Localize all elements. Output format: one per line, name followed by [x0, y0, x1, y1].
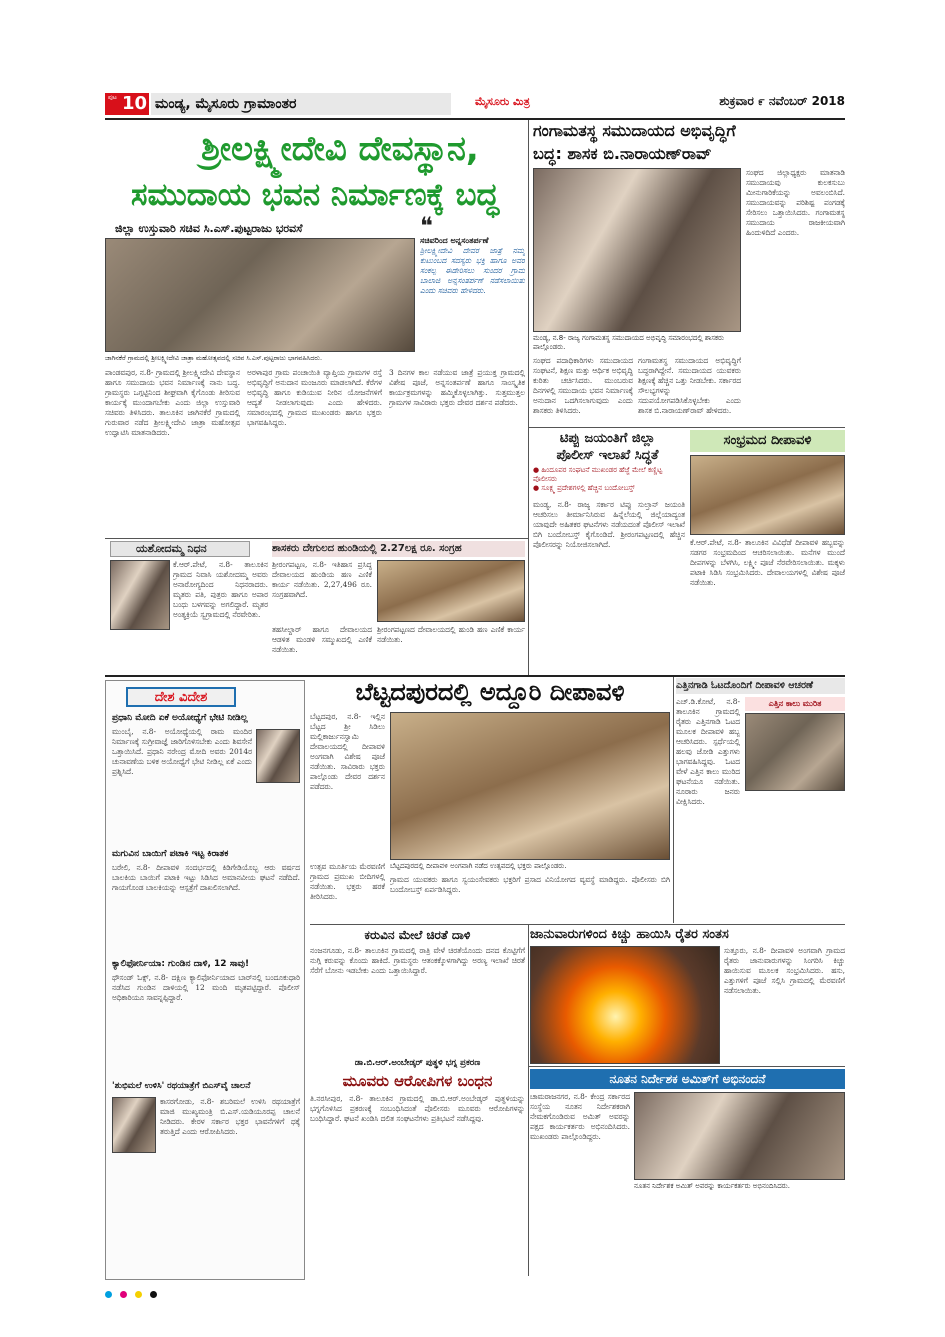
- story11-photo: [530, 946, 720, 1064]
- magenta-dot-icon: [120, 1291, 127, 1298]
- story2-body-col1: ಸಂಘದ ಪದಾಧಿಕಾರಿಗಳು ಸಮುದಾಯದ ಸಂಘಟನೆ, ಶಿಕ್ಷಣ ಮತ್ತು ಆರ್ಥಿಕ ಅಭಿವೃದ್ಧಿ ಕುರಿತು ಚರ್ಚಿಸಿದರು. ಮುಂಬರುವ ದಿನಗಳಲ್ಲಿ ಸಮುದಾಯ ಭವನ ನಿರ್ಮಾಣಕ್ಕೆ ಅನುದಾನ ಒದಗಿಸಲಾಗುವುದು ಎಂದು ಶಾಸಕರು ತಿಳಿಸಿದರು.: [533, 356, 633, 415]
- section-title: ಮಂಡ್ಯ, ಮೈಸೂರು ಗ್ರಾಮಾಂತರ: [151, 93, 451, 115]
- quote-mark-icon: ❝: [420, 212, 433, 240]
- story2-photo: [533, 168, 741, 332]
- desha-item4-headline: 'ಶುಭಿಮಲೆ ಉಳಿಸಿ' ರಥಯಾತ್ರೆಗೆ ಬಿಎಸ್‌ವೈ ಚಾಲನೆ: [112, 1081, 251, 1091]
- black-dot-icon: [150, 1291, 157, 1298]
- story1-subhead: ಜಿಲ್ಲಾ ಉಸ್ತುವಾರಿ ಸಚಿವ ಸಿ.ಎಸ್.ಪುಟ್ಟರಾಜು ಭರವಸೆ: [115, 222, 303, 235]
- story4-photo: [690, 455, 845, 535]
- story9-body: ನಂಜನಗೂಡು, ನ.8- ತಾಲೂಕಿನ ಗ್ರಾಮದಲ್ಲಿ ರಾತ್ರಿ ವೇಳೆ ಚಿರತೆಯೊಂದು ದನದ ಕೊಟ್ಟಿಗೆಗೆ ನುಗ್ಗಿ ಕರುವನ್ನು ಕೊಂದು ಹಾಕಿದೆ. ಗ್ರಾಮಸ್ಥರು ಆತಂಕಕ್ಕೊಳಗಾಗಿದ್ದು ಅರಣ್ಯ ಇಲಾಖೆ ಚಿರತೆ ಸೆರೆಗೆ ಬೋನು ಇಡಬೇಕು ಎಂದು ಒತ್ತಾಯಿಸಿದ್ದಾರೆ.: [310, 946, 525, 975]
- column-divider-lower: [673, 677, 674, 923]
- story8-body: ಎಚ್.ಡಿ.ಕೋಟೆ, ನ.8- ತಾಲೂಕಿನ ಗ್ರಾಮದಲ್ಲಿ ರೈತರು ಎತ್ತಿನಗಾಡಿ ಓಟದ ಮೂಲಕ ದೀಪಾವಳಿ ಹಬ್ಬ ಆಚರಿಸಿದರು. ಸ್ಪರ್ಧೆಯಲ್ಲಿ ಹಲವು ಜೋಡಿ ಎತ್ತುಗಳು ಭಾಗವಹಿಸಿದ್ದವು. ಓಟದ ವೇಳೆ ಎತ್ತಿನ ಕಾಲು ಮುರಿದ ಘಟನೆಯೂ ನಡೆಯಿತು. ನೂರಾರು ಜನರು ವೀಕ್ಷಿಸಿದರು.: [676, 697, 740, 806]
- column-divider-main: [528, 120, 529, 675]
- story2-body-right: ಸಂಘದ ಜಿಲ್ಲಾಧ್ಯಕ್ಷರು ಮಾತನಾಡಿ ಸಮುದಾಯವು ಕುಲಕಸುಬು ಮೀನುಗಾರಿಕೆಯನ್ನು ಅವಲಂಬಿಸಿದೆ. ಸಮುದಾಯವನ್ನು ಪರಿಶಿಷ್ಟ ಪಂಗಡಕ್ಕೆ ಸೇರಿಸಲು ಒತ್ತಾಯಿಸಿದರು. ಗಂಗಾಮತಸ್ಥ ಸಮುದಾಯ ರಾಜಕೀಯವಾಗಿ ಹಿಂದುಳಿದಿದೆ ಎಂದರು.: [746, 168, 845, 237]
- story1-quote-text: ಶ್ರೀಲಕ್ಷ್ಮೀದೇವಿ ದೇವರ ಜಾತ್ರೆ ನಮ್ಮ ಕುಟುಂಬದ ಸದಸ್ಯರು ಭಕ್ತಿ ಹಾಗೂ ಅವರ ಸಂಕಲ್ಪ ಈಡೇರಿಸಲು ಸುಂದರ ಗ್ರಾಮ ಬಾಲಾಜಿ ಅನ್ನಸಂತರ್ಪಣೆ ನಡೆಸಲಾಯಿತು ಎಂದು ಸಚಿವರು ಹೇಳಿದರು.: [420, 246, 525, 295]
- section-rule-2: [528, 427, 845, 428]
- story3-headline-line2: ಪೊಲೀಸ್ ಇಲಾಖೆ ಸಿದ್ಧತೆ: [556, 448, 659, 463]
- page-header: [105, 93, 845, 117]
- yellow-dot-icon: [135, 1291, 142, 1298]
- story1-quote-title: ಸಚಿವರಿಂದ ಅನ್ನಸಂತರ್ಪಣೆ: [420, 236, 489, 245]
- story6-body1: ಶ್ರೀರಂಗಪಟ್ಟಣ, ನ.8- ಇತಿಹಾಸ ಪ್ರಸಿದ್ಧ ದೇವಾಲಯದ ಹುಂಡಿಯ ಹಣ ಎಣಿಕೆ ಕಾರ್ಯ ನಡೆಯಿತು. 2,27,496 ರೂ. ಸಂಗ್ರಹವಾಗಿದೆ.: [272, 560, 372, 599]
- page-label: ಪುಟ: [108, 94, 117, 101]
- story8-headline: ಎತ್ತಿನಗಾಡಿ ಓಟದೊಂದಿಗೆ ದೀಪಾವಳಿ ಆಚರಣೆ: [676, 678, 845, 694]
- story4-headline: ಸಂಭ್ರಮದ ದೀಪಾವಳಿ: [690, 430, 845, 452]
- page-number-badge: [105, 93, 149, 115]
- story2-photo-caption: ಮಂಡ್ಯ, ನ.8- ರಾಜ್ಯ ಗಂಗಾಮತಸ್ಥ ಸಮುದಾಯದ ಅಭಿವೃದ್ಧಿ ಸಮಾರಂಭದಲ್ಲಿ ಶಾಸಕರು ಪಾಲ್ಗೊಂಡರು.: [533, 334, 724, 351]
- story12-photo: [634, 1092, 845, 1180]
- column-divider-bottom: [528, 924, 529, 1276]
- story1-photo-caption: ಜಾಗಿನಕೆರೆ ಗ್ರಾಮದಲ್ಲಿ ಶ್ರೀಲಕ್ಷ್ಮೀದೇವಿ ಜಾತ್ರಾ ಮಹೋತ್ಸವದಲ್ಲಿ ಸಚಿವ ಸಿ.ಎಸ್.ಪುಟ್ಟರಾಜು ಭಾಗವಹಿಸಿದರು.: [105, 354, 323, 362]
- story2-headline-line2: ಬದ್ಧ: ಶಾಸಕ ಬಿ.ನಾರಾಯಣ್‌ರಾವ್: [533, 144, 712, 163]
- desha-item1-headline: ಪ್ರಧಾನಿ ಮೋದಿ ಏಕೆ ಅಯೋಧ್ಯೆಗೆ ಭೇಟಿ ನೀಡಿಲ್ಲ: [112, 713, 248, 723]
- story1-body-col2: ಅರಳಾಪುರ ಗ್ರಾಮ ಪಂಚಾಯಿತಿ ವ್ಯಾಪ್ತಿಯ ಗ್ರಾಮಗಳ ರಸ್ತೆ ಅಭಿವೃದ್ಧಿಗೆ ಅನುದಾನ ಮಂಜೂರು ಮಾಡಲಾಗಿದೆ. ಕೆರೆಗಳ ಅಭಿವೃದ್ಧಿ ಹಾಗೂ ಕುಡಿಯುವ ನೀರಿನ ಯೋಜನೆಗಳಿಗೆ ಆದ್ಯತೆ ನೀಡಲಾಗುವುದು ಎಂದು ಹೇಳಿದರು. ಸಮಾರಂಭದಲ್ಲಿ ಗ್ರಾಮದ ಮುಖಂಡರು ಹಾಗೂ ಭಕ್ತರು ಭಾಗವಹಿಸಿದ್ದರು.: [247, 368, 382, 427]
- section-rule-4: [310, 924, 845, 925]
- desha-videsha-tag: ದೇಶ ವಿದೇಶ: [126, 687, 236, 707]
- desha-item1-portrait: [256, 729, 300, 783]
- story8-tag: ಎತ್ತಿನ ಕಾಲು ಮುರಿತ: [745, 697, 845, 711]
- bullet-icon: ●: [533, 466, 542, 474]
- story9-headline: ಕರುವಿನ ಮೇಲೆ ಚಿರತೆ ದಾಳಿ: [364, 928, 471, 942]
- story8-photo: [745, 713, 845, 791]
- story1-quote-box: [420, 212, 525, 352]
- story1-body-col1: ಪಾಂಡವಪುರ, ನ.8- ಗ್ರಾಮದಲ್ಲಿ ಶ್ರೀಲಕ್ಷ್ಮೀದೇವಿ ದೇವಸ್ಥಾನ ಹಾಗೂ ಸಮುದಾಯ ಭವನ ನಿರ್ಮಾಣಕ್ಕೆ ನಾನು ಬದ್ಧ. ಗ್ರಾಮಸ್ಥರು ಒಗ್ಗಟ್ಟಿನಿಂದ ಶೀಘ್ರವಾಗಿ ಕೈಗೊಂಡು ತೀರಿಸುವ ಕಾರ್ಯಕ್ಕೆ ಮುಂದಾಗಬೇಕು ಎಂದು ಜಿಲ್ಲಾ ಉಸ್ತುವಾರಿ ಸಚಿವರು ತಿಳಿಸಿದರು. ತಾಲೂಕಿನ ಜಾಗಿನಕೆರೆ ಗ್ರಾಮದಲ್ಲಿ ಗುರುವಾರ ನಡೆದ ಶ್ರೀಲಕ್ಷ್ಮೀದೇವಿ ಜಾತ್ರಾ ಮಹೋತ್ಸವ ಉದ್ಘಾಟಿಸಿ ಮಾತನಾಡಿದರು.: [105, 368, 240, 437]
- story7-caption: ಬೆಟ್ಟದಪುರದಲ್ಲಿ ದೀಪಾವಳಿ ಅಂಗವಾಗಿ ನಡೆದ ಉತ್ಸವದಲ್ಲಿ ಭಕ್ತರು ಪಾಲ್ಗೊಂಡರು.: [390, 862, 567, 870]
- masthead: ಮೈಸೂರು ಮಿತ್ರ: [475, 95, 530, 108]
- story3-bullet-1: [533, 466, 685, 484]
- story5-headline: ಯಶೋದಮ್ಮ ನಿಧನ: [110, 541, 250, 557]
- story3-bullet-2-text: ಸೂಕ್ಷ್ಮ ಪ್ರದೇಶಗಳಲ್ಲಿ ಹೆಚ್ಚಿನ ಬಂದೋಬಸ್ತ್: [541, 484, 635, 492]
- story12-body: ಚಾಮರಾಜನಗರ, ನ.8- ಕೇಂದ್ರ ಸರ್ಕಾರದ ಸಂಸ್ಥೆಯ ನೂತನ ನಿರ್ದೇಶಕರಾಗಿ ನೇಮಕಗೊಂಡಿರುವ ಅಮಿತ್ ಅವರನ್ನು ಪಕ್ಷದ ಕಾರ್ಯಕರ್ತರು ಅಭಿನಂದಿಸಿದರು. ಮುಖಂಡರು ಪಾಲ್ಗೊಂಡಿದ್ದರು.: [530, 1092, 630, 1141]
- story7-body3: ಗ್ರಾಮದ ಯುವಕರು ಹಾಗೂ ಸ್ವಯಂಸೇವಕರು ಭಕ್ತರಿಗೆ ಪ್ರಸಾದ ವಿನಿಯೋಗದ ವ್ಯವಸ್ಥೆ ಮಾಡಿದ್ದರು. ಪೊಲೀಸರು ಬಿಗಿ ಬಂದೋಬಸ್ತ್ ಏರ್ಪಡಿಸಿದ್ದರು.: [390, 875, 670, 894]
- desha-item1-body: ಮುಂಬೈ, ನ.8- ಅಯೋಧ್ಯೆಯಲ್ಲಿ ರಾಮ ಮಂದಿರ ನಿರ್ಮಾಣಕ್ಕೆ ಸುಗ್ರೀವಾಜ್ಞೆ ಜಾರಿಗೊಳಿಸಬೇಕು ಎಂದು ಶಿವಸೇನೆ ಒತ್ತಾಯಿಸಿದೆ. ಪ್ರಧಾನಿ ನರೇಂದ್ರ ಮೋದಿ ಅವರು 2014ರ ಚುನಾವಣೆಯ ಬಳಿಕ ಅಯೋಧ್ಯೆಗೆ ಭೇಟಿ ನೀಡಿಲ್ಲ ಏಕೆ ಎಂದು ಪ್ರಶ್ನಿಸಿದೆ.: [112, 727, 252, 776]
- desha-item2-body: ಬರೇಲಿ, ನ.8- ದೀಪಾವಳಿ ಸಂದರ್ಭದಲ್ಲಿ ಕಿಡಿಗೇಡಿಯೊಬ್ಬ ಆರು ವರ್ಷದ ಬಾಲಕಿಯ ಬಾಯಿಗೆ ಪಟಾಕಿ ಇಟ್ಟು ಸಿಡಿಸಿದ ಅಮಾನವೀಯ ಘಟನೆ ನಡೆದಿದೆ. ಗಾಯಗೊಂಡ ಬಾಲಕಿಯನ್ನು ಆಸ್ಪತ್ರೆಗೆ ದಾಖಲಿಸಲಾಗಿದೆ.: [112, 863, 300, 892]
- story5-body: ಕೆ.ಆರ್.ಪೇಟೆ, ನ.8- ತಾಲೂಕಿನ ಗ್ರಾಮದ ನಿವಾಸಿ ಯಶೋದಮ್ಮ ಅವರು ಅನಾರೋಗ್ಯದಿಂದ ನಿಧನರಾದರು. ಮೃತರು ಪತಿ, ಪುತ್ರರು ಹಾಗೂ ಅಪಾರ ಬಂಧು ಬಳಗವನ್ನು ಅಗಲಿದ್ದಾರೆ. ಮೃತರ ಅಂತ್ಯಕ್ರಿಯೆ ಸ್ವಗ್ರಾಮದಲ್ಲಿ ನೆರವೇರಿತು.: [173, 560, 268, 619]
- story3-body: ಮಂಡ್ಯ, ನ.8- ರಾಜ್ಯ ಸರ್ಕಾರ ಟಿಪ್ಪು ಸುಲ್ತಾನ್ ಜಯಂತಿ ಆಚರಿಸಲು ತೀರ್ಮಾನಿಸಿರುವ ಹಿನ್ನೆಲೆಯಲ್ಲಿ ಜಿಲ್ಲೆಯಾದ್ಯಂತ ಯಾವುದೇ ಅಹಿತಕರ ಘಟನೆಗಳು ನಡೆಯದಂತೆ ಪೊಲೀಸ್ ಇಲಾಖೆ ಬಿಗಿ ಬಂದೋಬಸ್ತ್ ಕೈಗೊಂಡಿದೆ. ಶ್ರೀರಂಗಪಟ್ಟಣದಲ್ಲಿ ಹೆಚ್ಚಿನ ಪೊಲೀಸರನ್ನು ನಿಯೋಜಿಸಲಾಗಿದೆ.: [533, 500, 685, 549]
- desha-item2-headline: ಮಗುವಿನ ಬಾಯಿಗೆ ಪಟಾಕಿ ಇಟ್ಟ ಕಿರಾತಕ: [112, 849, 229, 859]
- story7-body1: ಬೆಟ್ಟದಪುರ, ನ.8- ಇಲ್ಲಿನ ಬೆಟ್ಟದ ಶ್ರೀ ಸಿಡಿಲು ಮಲ್ಲಿಕಾರ್ಜುನಸ್ವಾಮಿ ದೇವಾಲಯದಲ್ಲಿ ದೀಪಾವಳಿ ಅಂಗವಾಗಿ ವಿಶೇಷ ಪೂಜೆ ನಡೆಯಿತು. ಸಾವಿರಾರು ಭಕ್ತರು ಪಾಲ್ಗೊಂಡು ದೇವರ ದರ್ಶನ ಪಡೆದರು.: [310, 712, 385, 791]
- story1-headline-line2: ಸಮುದಾಯ ಭವನ ನಿರ್ಮಾಣಕ್ಕೆ ಬದ್ಧ: [130, 177, 499, 213]
- story12-caption: ನೂತನ ನಿರ್ದೇಶಕ ಅಮಿತ್ ಅವರನ್ನು ಕಾರ್ಯಕರ್ತರು ಅಭಿನಂದಿಸಿದರು.: [634, 1182, 790, 1190]
- cyan-dot-icon: [105, 1291, 112, 1298]
- section-rule-5: [528, 1066, 845, 1067]
- desha-item4-body: ಕಾಸರಗೋಡು, ನ.8- ಶಬರಿಮಲೆ ಉಳಿಸಿ ರಥಯಾತ್ರೆಗೆ ಮಾಜಿ ಮುಖ್ಯಮಂತ್ರಿ ಬಿ.ಎಸ್.ಯಡಿಯೂರಪ್ಪ ಚಾಲನೆ ನೀಡಿದರು. ಕೇರಳ ಸರ್ಕಾರ ಭಕ್ತರ ಭಾವನೆಗಳಿಗೆ ಧಕ್ಕೆ ತರುತ್ತಿದೆ ಎಂದು ಆರೋಪಿಸಿದರು.: [160, 1097, 300, 1136]
- issue-date: ಶುಕ್ರವಾರ ೯ ನವೆಂಬರ್ 2018: [719, 94, 845, 108]
- page-number: 10: [122, 93, 148, 114]
- story11-headline: ಜಾನುವಾರುಗಳಿಂದ ಕಿಚ್ಚು ಹಾಯಿಸಿ ರೈತರ ಸಂತಸ: [530, 927, 729, 942]
- desha-item3-body: ಥೌಸಂಡ್ ಓಕ್ಸ್, ನ.8- ದಕ್ಷಿಣ ಕ್ಯಾಲಿಫೋರ್ನಿಯಾದ ಬಾರ್‌ನಲ್ಲಿ ಬಂದೂಕುಧಾರಿ ನಡೆಸಿದ ಗುಂಡಿನ ದಾಳಿಯಲ್ಲಿ 12 ಮಂದಿ ಮೃತಪಟ್ಟಿದ್ದಾರೆ. ಪೊಲೀಸ್ ಅಧಿಕಾರಿಯೂ ಸಾವನ್ನಪ್ಪಿದ್ದಾರೆ.: [112, 973, 300, 1002]
- story3-headline-line1: ಟಿಪ್ಪು ಜಯಂತಿಗೆ ಜಿಲ್ಲಾ: [559, 431, 656, 446]
- story2-headline-line1: ಗಂಗಾಮತಸ್ಥ ಸಮುದಾಯದ ಅಭಿವೃದ್ಧಿಗೆ: [533, 121, 736, 140]
- story2-body-col2: ಗಂಗಾಮತಸ್ಥ ಸಮುದಾಯದ ಅಭಿವೃದ್ಧಿಗೆ ಬದ್ಧರಾಗಿದ್ದೇನೆ. ಸಮುದಾಯದ ಯುವಕರು ಶಿಕ್ಷಣಕ್ಕೆ ಹೆಚ್ಚಿನ ಒತ್ತು ನೀಡಬೇಕು. ಸರ್ಕಾರದ ಸೌಲಭ್ಯಗಳನ್ನು ಸದುಪಯೋಗಪಡಿಸಿಕೊಳ್ಳಬೇಕು ಎಂದು ಶಾಸಕ ಬಿ.ನಾರಾಯಣ್‌ರಾವ್ ಹೇಳಿದರು.: [638, 356, 741, 415]
- story6-headline: ಶಾಸಕರು ದೇಗುಲದ ಹುಂಡಿಯಲ್ಲಿ 2.27ಲಕ್ಷ ರೂ. ಸಂಗ್ರಹ: [272, 541, 525, 557]
- story7-body2: ಉತ್ಸವ ಮೂರ್ತಿಯ ಮೆರವಣಿಗೆ ಗ್ರಾಮದ ಪ್ರಮುಖ ಬೀದಿಗಳಲ್ಲಿ ನಡೆಯಿತು. ಭಕ್ತರು ಹರಕೆ ತೀರಿಸಿದರು.: [310, 862, 385, 901]
- print-registration-marks: [105, 1283, 845, 1293]
- bullet-icon: ●: [533, 484, 542, 492]
- story5-portrait: [110, 560, 170, 630]
- story6-photo: [377, 560, 525, 622]
- story7-photo: [390, 712, 670, 860]
- story1-body-col3: 3 ದಿನಗಳ ಕಾಲ ನಡೆಯುವ ಜಾತ್ರೆ ಪ್ರಯುಕ್ತ ಗ್ರಾಮದಲ್ಲಿ ವಿಶೇಷ ಪೂಜೆ, ಅನ್ನಸಂತರ್ಪಣೆ ಹಾಗೂ ಸಾಂಸ್ಕೃತಿಕ ಕಾರ್ಯಕ್ರಮಗಳನ್ನು ಹಮ್ಮಿಕೊಳ್ಳಲಾಗಿತ್ತು. ಸುತ್ತಮುತ್ತಲ ಗ್ರಾಮಗಳ ಸಾವಿರಾರು ಭಕ್ತರು ದೇವರ ದರ್ಶನ ಪಡೆದರು.: [389, 368, 525, 407]
- story10-kicker: ಡಾ.ಬಿ.ಆರ್.ಅಂಬೇಡ್ಕರ್ ಪುತ್ಥಳಿ ಭಗ್ನ ಪ್ರಕರಣ: [354, 1058, 481, 1068]
- story3-bullet-1-text: ಹಿಂದೂಪರ ಸಂಘಟನೆ ಮುಖಂಡರ ಹೆಜ್ಜೆ ಮೇಲೆ ಕಣ್ಣಿಟ್ಟ ಪೊಲೀಸರು: [533, 466, 663, 483]
- story12-headline: ನೂತನ ನಿರ್ದೇಶಕ ಅಮಿತ್‌ಗೆ ಅಭಿನಂದನೆ: [530, 1069, 845, 1089]
- desha-videsha-box: [105, 680, 305, 1280]
- desha-item4-portrait: [112, 1097, 156, 1153]
- story1-photo: [105, 238, 415, 352]
- story4-body: ಕೆ.ಆರ್.ಪೇಟೆ, ನ.8- ತಾಲೂಕಿನ ವಿವಿಧೆಡೆ ದೀಪಾವಳಿ ಹಬ್ಬವನ್ನು ಸಡಗರ ಸಂಭ್ರಮದಿಂದ ಆಚರಿಸಲಾಯಿತು. ಮನೆಗಳ ಮುಂದೆ ದೀಪಗಳನ್ನು ಬೆಳಗಿಸಿ, ಲಕ್ಷ್ಮೀ ಪೂಜೆ ನೆರವೇರಿಸಲಾಯಿತು. ಮಕ್ಕಳು ಪಟಾಕಿ ಸಿಡಿಸಿ ಸಂಭ್ರಮಿಸಿದರು. ದೇವಾಲಯಗಳಲ್ಲಿ ವಿಶೇಷ ಪೂಜೆ ನಡೆಯಿತು.: [690, 538, 845, 587]
- section-rule-1: [105, 538, 528, 539]
- desha-item3-headline: ಕ್ಯಾಲಿಫೋರ್ನಿಯಾ: ಗುಂಡಿನ ದಾಳಿ, 12 ಸಾವು!: [112, 959, 250, 969]
- story6-caption: ಶ್ರೀರಂಗಪಟ್ಟಣದ ದೇವಾಲಯದಲ್ಲಿ ಹುಂಡಿ ಹಣ ಎಣಿಕೆ ಕಾರ್ಯ ನಡೆಯಿತು.: [377, 625, 525, 644]
- story6-body2: ತಹಸೀಲ್ದಾರ್ ಹಾಗೂ ದೇವಾಲಯದ ಆಡಳಿತ ಮಂಡಳಿ ಸಮ್ಮುಖದಲ್ಲಿ ಎಣಿಕೆ ನಡೆಯಿತು.: [272, 625, 372, 654]
- story1-headline-line1: ಶ್ರೀಲಕ್ಷ್ಮೀದೇವಿ ದೇವಸ್ಥಾನ,: [201, 129, 479, 169]
- story10-body: ತಿ.ನರಸೀಪುರ, ನ.8- ತಾಲೂಕಿನ ಗ್ರಾಮದಲ್ಲಿ ಡಾ.ಬಿ.ಆರ್.ಅಂಬೇಡ್ಕರ್ ಪುತ್ಥಳಿಯನ್ನು ಭಗ್ನಗೊಳಿಸಿದ ಪ್ರಕರಣಕ್ಕೆ ಸಂಬಂಧಿಸಿದಂತೆ ಪೊಲೀಸರು ಮೂವರು ಆರೋಪಿಗಳನ್ನು ಬಂಧಿಸಿದ್ದಾರೆ. ಘಟನೆ ಖಂಡಿಸಿ ದಲಿತ ಸಂಘಟನೆಗಳು ಪ್ರತಿಭಟನೆ ನಡೆಸಿದ್ದವು.: [310, 1094, 525, 1123]
- story11-body: ಸುತ್ತೂರು, ನ.8- ದೀಪಾವಳಿ ಅಂಗವಾಗಿ ಗ್ರಾಮದ ರೈತರು ಜಾನುವಾರುಗಳನ್ನು ಸಿಂಗರಿಸಿ ಕಿಚ್ಚು ಹಾಯಿಸುವ ಮೂಲಕ ಸಂಭ್ರಮಿಸಿದರು. ಹಸು, ಎತ್ತುಗಳಿಗೆ ಪೂಜೆ ಸಲ್ಲಿಸಿ ಗ್ರಾಮದಲ್ಲಿ ಮೆರವಣಿಗೆ ನಡೆಸಲಾಯಿತು.: [724, 946, 845, 995]
- story7-headline: ಬೆಟ್ಟದಪುರದಲ್ಲಿ ಅದ್ದೂರಿ ದೀಪಾವಳಿ: [355, 678, 625, 706]
- story3-bullet-2: [533, 484, 685, 493]
- story10-headline: ಮೂವರು ಆರೋಪಿಗಳ ಬಂಧನ: [342, 1072, 493, 1090]
